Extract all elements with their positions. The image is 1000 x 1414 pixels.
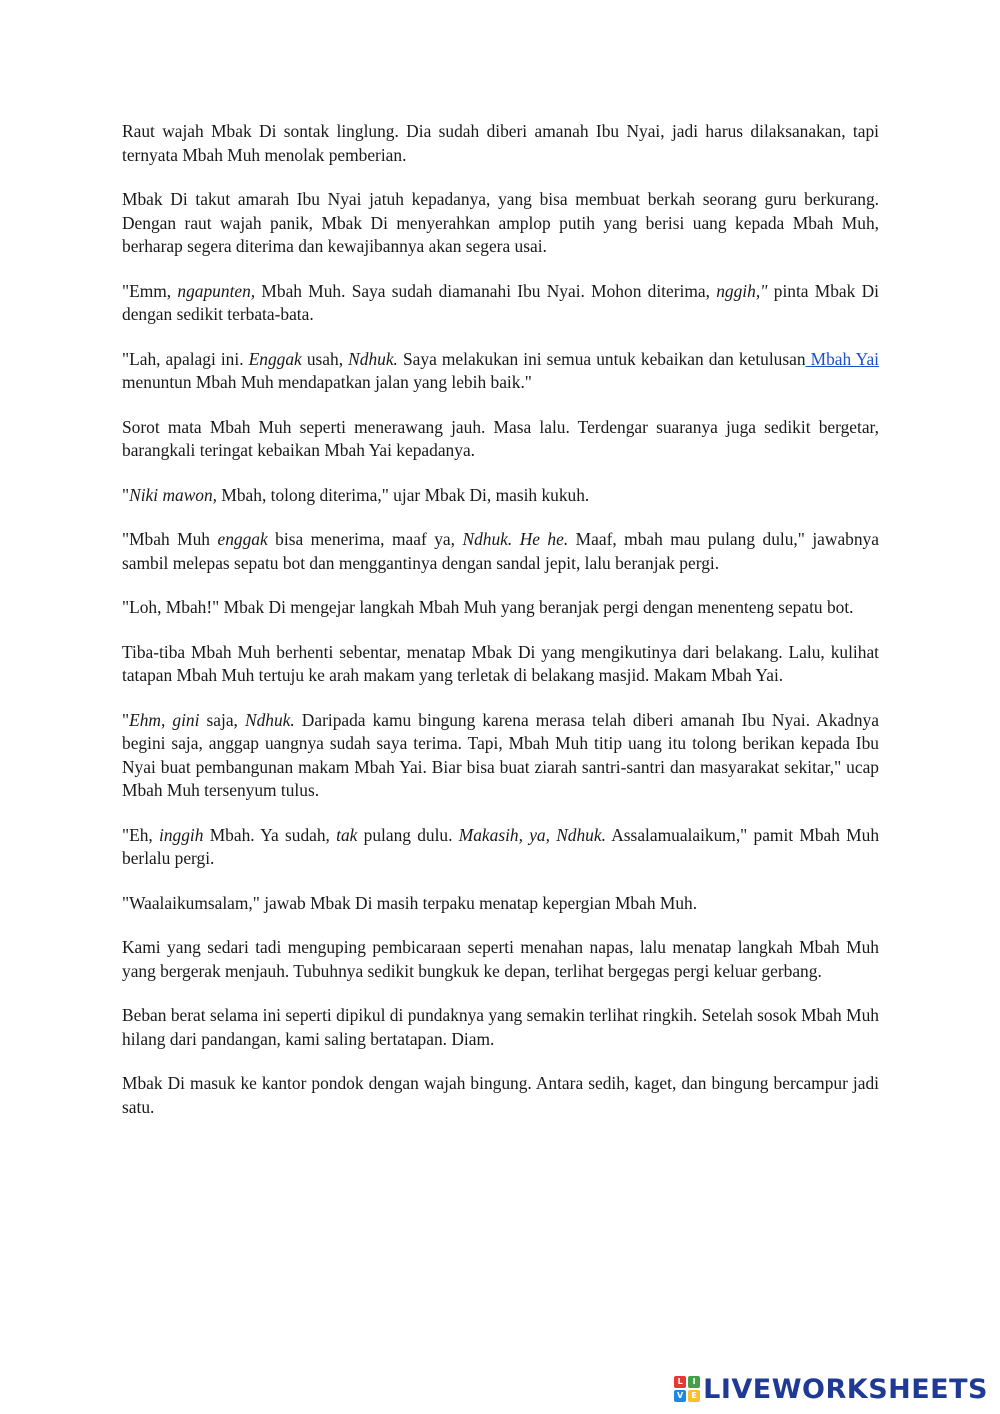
paragraph (122, 709, 879, 803)
text-run: bisa menerima, maaf ya, (267, 529, 463, 549)
paragraph (122, 641, 879, 688)
text-run: Mbah, tolong diterima," ujar Mbak Di, masih kukuh. (217, 484, 590, 505)
italic-text-run: Niki mawon, (129, 484, 218, 505)
liveworksheets-branding[interactable] (674, 1372, 988, 1406)
text-run: "Lah, apalagi ini. (122, 348, 249, 369)
text-run: pinta Mbak Di dengan sedikit terbata-bata. (122, 280, 879, 324)
paragraph (122, 484, 879, 508)
paragraph (122, 1072, 879, 1119)
text-run: Mbak Di takut amarah Ibu Nyai jatuh kepadanya, yang bisa membuat berkah seorang guru berkurang. Dengan raut wajah panik, Mbak Di menyerahkan amplop putih yang berisi uang kepada Mbah Muh, berharap segera diterima dan kewajibannya akan segera usai. (122, 189, 879, 256)
document-body (122, 120, 879, 1119)
paragraph (122, 824, 879, 871)
text-run: "Loh, Mbah!" Mbak Di mengejar langkah Mbah Muh yang beranjak pergi dengan menenteng sepatu bot. (122, 597, 854, 617)
logo-mark-square: E (688, 1390, 700, 1402)
text-run: Assalamualaikum," pamit Mbah Muh berlalu pergi. (122, 824, 880, 868)
italic-text-run: ngapunten, (177, 280, 256, 301)
paragraph (122, 120, 879, 167)
italic-text-run: enggak (217, 529, 268, 549)
liveworksheets-logo-icon (674, 1376, 700, 1402)
italic-text-run: Makasih, ya, Ndhuk. (458, 824, 606, 845)
paragraph (122, 892, 879, 916)
paragraph (122, 188, 879, 259)
text-run: Mbah Muh. Saya sudah diamanahi Ibu Nyai. Mohon diterima, (255, 280, 717, 301)
text-run: saja, (199, 709, 245, 730)
paragraph (122, 416, 879, 463)
text-run: Sorot mata Mbah Muh seperti menerawang jauh. Masa lalu. Terdengar suaranya juga sedikit bergetar, barangkali teringat kebaikan Mbah Yai kepadanya. (122, 416, 879, 460)
logo-mark-square: I (688, 1376, 700, 1388)
mbah-yai-link[interactable]: Mbah Yai (805, 348, 880, 369)
brand-logo-text: LIVEWORKSHEETS (703, 1373, 988, 1405)
paragraph (122, 1004, 879, 1051)
text-run: Kami yang sedari tadi menguping pembicaraan seperti menahan napas, lalu menatap langkah Mbah Muh yang bergerak menjauh. Tubuhnya sedikit bungkuk ke depan, terlihat bergegas pergi keluar gerbang. (122, 937, 879, 981)
italic-text-run: Ndhuk. (244, 709, 295, 730)
italic-text-run: Ehm, gini (129, 709, 200, 730)
text-run: " (122, 484, 130, 505)
paragraph (122, 348, 879, 395)
italic-text-run: tak (336, 824, 358, 845)
text-run: Beban berat selama ini seperti dipikul di pundaknya yang semakin terlihat ringkih. Setelah sosok Mbah Muh hilang dari pandangan, kami saling bertatapan. Diam. (122, 1005, 879, 1049)
italic-text-run: Ndhuk. He he. (462, 529, 569, 549)
text-run: Mbah. Ya sudah, (203, 824, 337, 845)
paragraph (122, 528, 879, 575)
text-run: Tiba-tiba Mbah Muh berhenti sebentar, menatap Mbak Di yang mengikutinya dari belakang. Lalu, kulihat tatapan Mbah Muh tertuju ke arah makam yang terletak di belakang masjid. Makam Mbah Yai. (122, 641, 879, 685)
text-run: Maaf, mbah mau pulang dulu," jawabnya sambil melepas sepatu bot dan menggantinya dengan sandal jepit, lalu beranjak pergi. (122, 529, 879, 573)
paragraph (122, 280, 879, 327)
logo-mark-square: V (674, 1390, 686, 1402)
text-run: Mbak Di masuk ke kantor pondok dengan wajah bingung. Antara sedih, kaget, dan bingung bercampur jadi satu. (122, 1073, 879, 1117)
italic-text-run: inggih (159, 824, 204, 845)
paragraph (122, 936, 879, 983)
logo-mark-square: L (674, 1376, 686, 1388)
text-run: "Mbah Muh (122, 529, 218, 549)
italic-text-run: Enggak (248, 348, 302, 369)
italic-text-run: Ndhuk. (348, 348, 398, 369)
text-run: Daripada kamu bingung karena merasa telah diberi amanah Ibu Nyai. Akadnya begini saja, anggap uangnya sudah saya terima. Tapi, Mbah Muh titip uang itu tolong berikan kepada Ibu Nyai buat pembangunan makam Mbah Yai. Biar bisa buat ziarah santri-santri dan masyarakat sekitar," ucap Mbah Muh tersenyum tulus. (122, 709, 879, 800)
text-run: Saya melakukan ini semua untuk kebaikan dan ketulusan (397, 348, 806, 369)
text-run: Raut wajah Mbak Di sontak linglung. Dia sudah diberi amanah Ibu Nyai, jadi harus dilaksanakan, tapi ternyata Mbah Muh menolak pemberian. (122, 121, 879, 165)
text-run: " (122, 709, 130, 730)
text-run: "Emm, (122, 280, 178, 301)
text-run: "Waalaikumsalam," jawab Mbak Di masih terpaku menatap kepergian Mbah Muh. (122, 892, 698, 913)
text-run: menuntun Mbah Muh mendapatkan jalan yang lebih baik." (122, 372, 532, 392)
text-run: pulang dulu. (357, 824, 459, 845)
paragraph (122, 596, 879, 620)
text-run: usah, (301, 348, 349, 369)
italic-text-run: nggih," (716, 280, 768, 301)
text-run: "Eh, (122, 824, 160, 845)
